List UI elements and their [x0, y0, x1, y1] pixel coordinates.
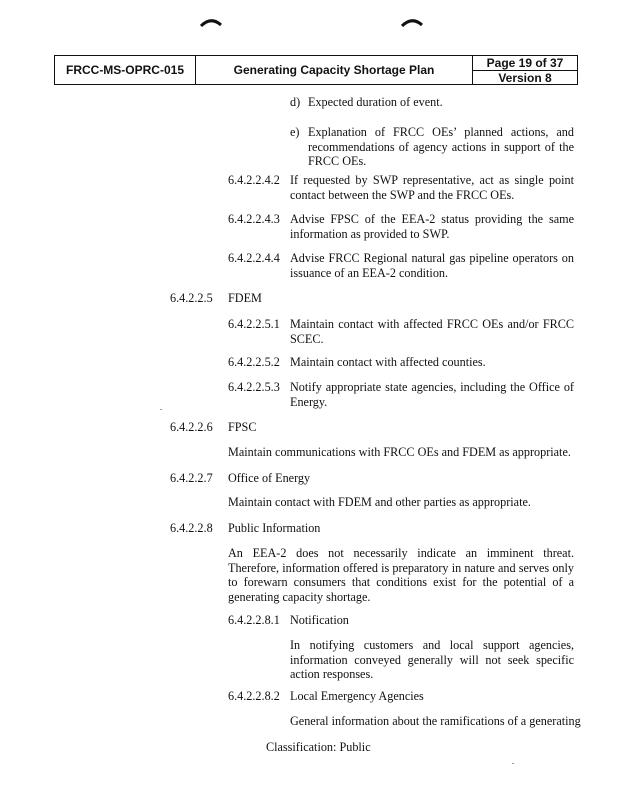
section-text: If requested by SWP representative, act as single point contact between the SWP and the FRCC OEs. — [290, 173, 574, 202]
doc-id: FRCC-MS-OPRC-015 — [55, 56, 196, 84]
section-body: Maintain contact with FDEM and other parties as appropriate. — [228, 495, 531, 509]
section-text: Advise FRCC Regional natural gas pipeline operators on issuance of an EEA-2 condition. — [290, 251, 574, 280]
section-heading: FDEM — [228, 291, 262, 305]
section-body: Maintain communications with FRCC OEs and FDEM as appropriate. — [228, 445, 571, 459]
section-body: General information about the ramifications of a generating — [290, 714, 581, 728]
section-number: 6.4.2.2.5 — [170, 291, 213, 305]
doc-title: Generating Capacity Shortage Plan — [196, 56, 473, 84]
section-number: 6.4.2.2.5.3 — [228, 380, 280, 394]
section-text: Notify appropriate state agencies, including the Office of Energy. — [290, 380, 574, 409]
scan-speck — [160, 409, 162, 410]
classification-footer: Classification: Public — [266, 740, 371, 754]
scan-speck — [512, 763, 514, 764]
page-info — [473, 56, 577, 84]
item-d-text: Expected duration of event. — [308, 95, 443, 109]
section-heading: Office of Energy — [228, 471, 311, 485]
section-body: An EEA-2 does not necessarily indicate an imminent threat. Therefore, information offered is preparatory in nature and serves only to forewarn consumers that conditions exist for the potential of a generating capacity shortage. — [228, 546, 574, 604]
section-number: 6.4.2.2.4.4 — [228, 251, 280, 265]
section-number: 6.4.2.2.8.2 — [228, 689, 280, 703]
section-number: 6.4.2.2.4.3 — [228, 212, 280, 226]
section-heading: Public Information — [228, 521, 321, 535]
page-number: Page 19 of 37 — [473, 56, 577, 71]
section-number: 6.4.2.2.5.1 — [228, 317, 280, 331]
scan-mark-right — [401, 16, 423, 28]
section-number: 6.4.2.2.4.2 — [228, 173, 280, 187]
section-heading: Notification — [290, 613, 349, 627]
item-e-label: e) — [290, 125, 300, 139]
scan-mark-left — [200, 16, 222, 28]
item-e-text: Explanation of FRCC OEs’ planned actions, and recommendations of agency actions in support of the FRCC OEs. — [308, 125, 574, 168]
item-d-label: d) — [290, 95, 301, 109]
section-body: In notifying customers and local support agencies, information conveyed generally will not seek specific action responses. — [290, 638, 574, 681]
version: Version 8 — [498, 70, 552, 85]
section-number: 6.4.2.2.5.2 — [228, 355, 280, 369]
section-heading: FPSC — [228, 420, 257, 434]
section-text: Maintain contact with affected counties. — [290, 355, 486, 369]
document-header — [54, 55, 578, 85]
section-number: 6.4.2.2.6 — [170, 420, 213, 434]
section-text: Advise FPSC of the EEA-2 status providing the same information as provided to SWP. — [290, 212, 574, 241]
section-number: 6.4.2.2.8 — [170, 521, 213, 535]
section-heading: Local Emergency Agencies — [290, 689, 424, 703]
section-number: 6.4.2.2.8.1 — [228, 613, 280, 627]
section-text: Maintain contact with affected FRCC OEs and/or FRCC SCEC. — [290, 317, 574, 346]
section-number: 6.4.2.2.7 — [170, 471, 213, 485]
